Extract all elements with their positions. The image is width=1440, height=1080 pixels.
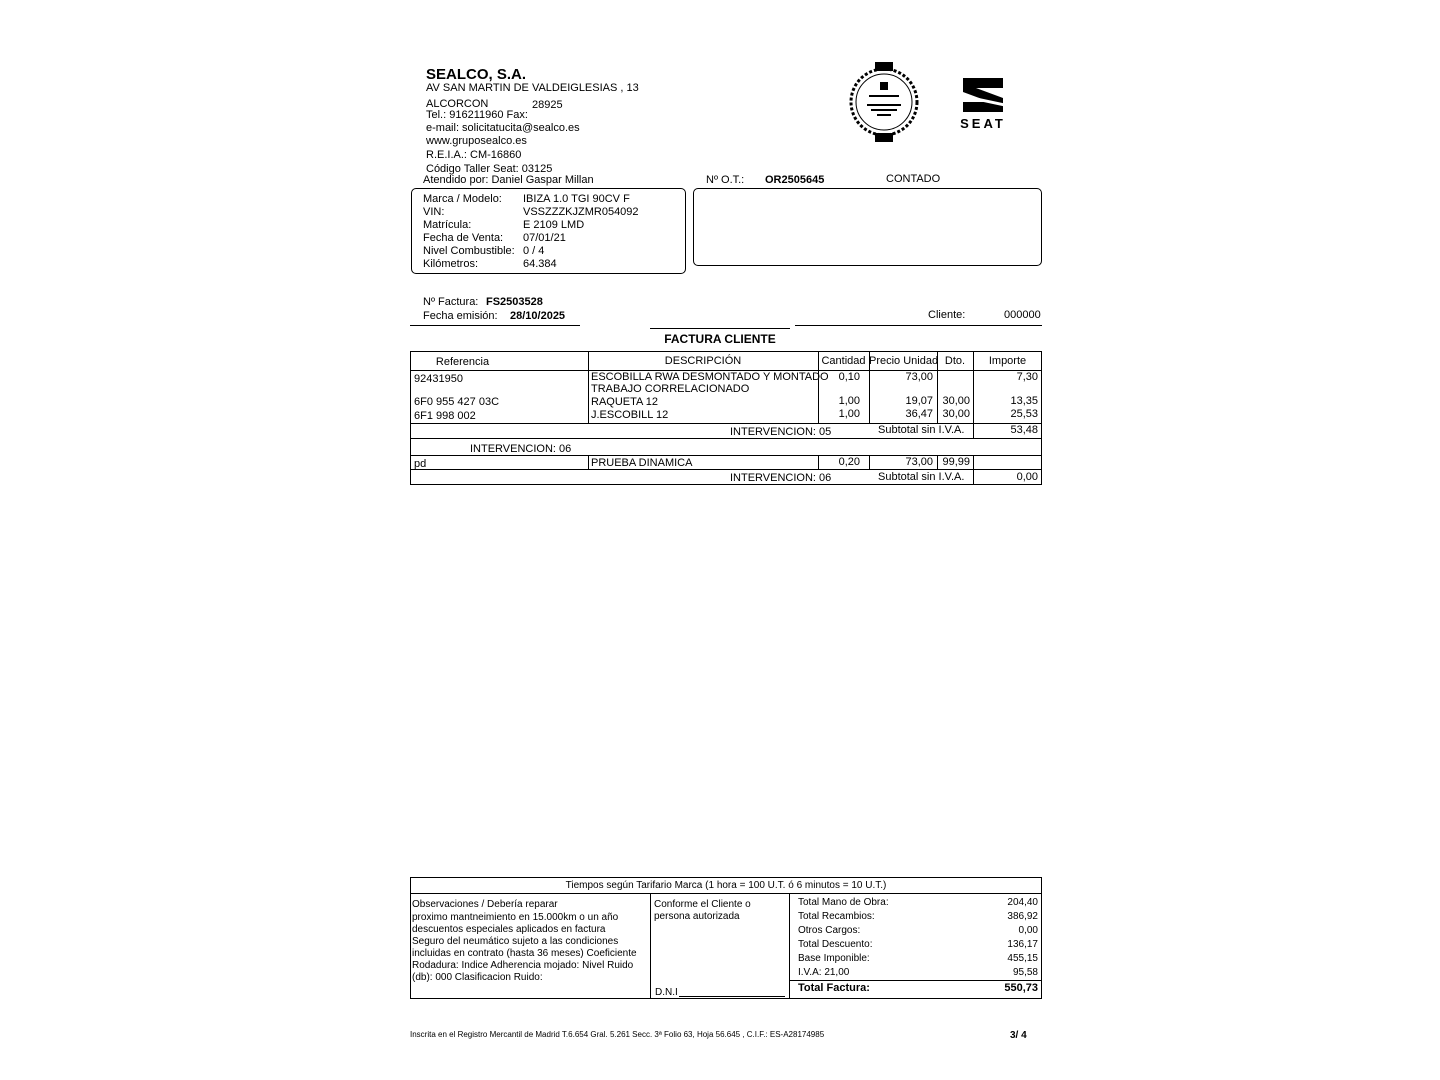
observation-line: (db): 000 Clasificacion Ruido: — [412, 972, 543, 983]
table-row-ref: 92431950 — [414, 373, 463, 385]
divider — [795, 325, 1042, 326]
invoice-title: FACTURA CLIENTE — [664, 332, 776, 346]
payment-type: CONTADO — [886, 173, 941, 185]
table-row-disc: 30,00 — [942, 395, 970, 407]
total-label: I.V.A: 21,00 — [798, 967, 850, 978]
divider — [790, 980, 1042, 981]
total-label: Total Mano de Obra: — [798, 897, 889, 908]
vehicle-value: IBIZA 1.0 TGI 90CV F — [523, 193, 630, 205]
table-row-ref: pd — [414, 458, 427, 470]
vehicle-label: Nivel Combustible: — [423, 245, 515, 257]
observation-line: Observaciones / Debería reparar — [412, 899, 558, 910]
table-row-amount: 25,53 — [1010, 408, 1038, 420]
vehicle-value: E 2109 LMD — [523, 219, 585, 231]
order-label: Nº O.T.: — [706, 174, 745, 186]
grand-total-label: Total Factura: — [798, 982, 870, 994]
table-row-qty: 0,10 — [838, 371, 860, 383]
page-number: 3/ 4 — [1010, 1030, 1027, 1041]
table-row-qty: 1,00 — [838, 408, 860, 420]
order-number: OR2505645 — [765, 174, 825, 186]
table-row-ref: 6F0 955 427 03C — [414, 396, 500, 408]
vehicle-label: VIN: — [423, 206, 445, 218]
divider — [410, 325, 580, 326]
invoice-date: 28/10/2025 — [510, 310, 566, 322]
observation-line: Seguro del neumático sujeto a las condiciones — [412, 936, 619, 947]
total-value: 0,00 — [1018, 925, 1038, 936]
col-header-qty: Cantidad — [821, 355, 866, 367]
table-row-price: 36,47 — [905, 408, 933, 420]
company-address: AV SAN MARTIN DE VALDEIGLESIAS , 13 — [426, 82, 639, 94]
company-reia: R.E.I.A.: CM-16860 — [426, 149, 522, 161]
client-address-box — [693, 188, 1042, 266]
col-header-desc: DESCRIPCIÓN — [664, 355, 742, 367]
table-row-price: 73,00 — [905, 456, 933, 468]
divider — [650, 328, 790, 329]
table-row-desc: ESCOBILLA RWA DESMONTADO Y MONTADO — [591, 371, 829, 383]
company-city: ALCORCON — [426, 98, 489, 110]
total-label: Otros Cargos: — [798, 925, 861, 936]
table-row-price: 73,00 — [905, 371, 933, 383]
conformity-text: Conforme el Cliente o — [654, 899, 751, 910]
divider — [410, 469, 1042, 470]
observation-line: descuentos especiales aplicados en factura — [412, 924, 606, 935]
table-row-desc: J.ESCOBILL 12 — [591, 409, 669, 421]
divider — [795, 265, 1035, 266]
table-row-price: 19,07 — [905, 395, 933, 407]
subtotal-amount: 53,48 — [1010, 424, 1038, 436]
vehicle-value: 07/01/21 — [523, 232, 566, 244]
total-label: Total Descuento: — [798, 939, 873, 950]
table-row-amount: 13,35 — [1010, 395, 1038, 407]
divider — [410, 893, 1042, 894]
table-row-desc: PRUEBA DINAMICA — [591, 457, 693, 469]
subtotal-label: Subtotal sin I.V.A. — [878, 471, 965, 483]
col-header-ref: Referencia — [435, 356, 490, 368]
dni-label: D.N.I — [655, 987, 678, 998]
table-row-disc: 30,00 — [942, 408, 970, 420]
divider — [410, 438, 1042, 439]
client-label: Cliente: — [928, 309, 966, 321]
total-value: 136,17 — [1007, 939, 1038, 950]
vehicle-label: Fecha de Venta: — [423, 232, 504, 244]
col-header-price: Precio Unidad — [869, 355, 939, 367]
divider — [650, 893, 651, 999]
total-value: 204,40 — [1007, 897, 1038, 908]
total-label: Base Imponible: — [798, 953, 870, 964]
brand-name: SEAT — [960, 116, 1006, 131]
company-phone: Tel.: 916211960 Fax: — [426, 109, 528, 121]
col-header-amount: Importe — [988, 355, 1027, 367]
company-postal-code: 28925 — [532, 99, 563, 111]
vehicle-label: Matrícula: — [423, 219, 472, 231]
table-row-desc: RAQUETA 12 — [591, 396, 659, 408]
attended-by: Atendido por: Daniel Gaspar Millan — [423, 174, 594, 186]
workshop-code: Código Taller Seat: 03125 — [426, 163, 553, 175]
grand-total-value: 550,73 — [1004, 982, 1038, 994]
company-web: www.gruposealco.es — [426, 135, 527, 147]
observation-line: proximo mantneimiento en 15.000km o un año — [412, 912, 619, 923]
company-email: e-mail: solicitatucita@sealco.es — [426, 122, 580, 134]
subtotal-amount: 0,00 — [1016, 471, 1038, 483]
col-header-disc: Dto. — [944, 355, 966, 367]
vehicle-label: Marca / Modelo: — [423, 193, 502, 205]
table-row-qty: 1,00 — [838, 395, 860, 407]
vehicle-value: 64.384 — [523, 258, 557, 270]
intervention-header: INTERVENCION: 06 — [470, 443, 572, 455]
table-row-qty: 0,20 — [838, 456, 860, 468]
table-row-disc: 99,99 — [942, 456, 970, 468]
total-value: 455,15 — [1007, 953, 1038, 964]
vehicle-value: 0 / 4 — [523, 245, 545, 257]
observation-line: Rodadura: Indice Adherencia mojado: Nivel Ruido — [412, 960, 634, 971]
subtotal-intervention: INTERVENCION: 06 — [730, 472, 832, 484]
total-value: 95,58 — [1012, 967, 1038, 978]
legal-registry: Inscrita en el Registro Mercantil de Madrid T.6.654 Gral. 5.261 Secc. 3ª Folio 63, Hoja 56.645 , C.I.F.: ES-A28174985 — [410, 1030, 825, 1039]
divider — [789, 893, 790, 999]
table-row-amount: 7,30 — [1016, 371, 1038, 383]
observation-line: incluidas en contrato (hasta 36 meses) Coeficiente — [412, 948, 637, 959]
total-label: Total Recambios: — [798, 911, 875, 922]
subtotal-label: Subtotal sin I.V.A. — [878, 424, 965, 436]
divider — [973, 455, 974, 469]
company-name: SEALCO, S.A. — [426, 66, 527, 83]
subtotal-intervention: INTERVENCION: 05 — [730, 426, 832, 438]
vehicle-label: Kilómetros: — [423, 258, 479, 270]
dealer-seal-icon — [847, 62, 921, 142]
invoice-date-label: Fecha emisión: — [423, 310, 498, 322]
invoice-number-label: Nº Factura: — [423, 296, 479, 308]
vehicle-value: VSSZZZKJZMR054092 — [523, 206, 639, 218]
divider — [588, 455, 589, 469]
client-number: 000000 — [1004, 309, 1041, 321]
table-row-desc: TRABAJO CORRELACIONADO — [591, 383, 750, 395]
table-row-ref: 6F1 998 002 — [414, 410, 476, 422]
dni-line — [679, 996, 785, 997]
tariff-title: Tiempos según Tarifario Marca (1 hora = 100 U.T. ó 6 minutos = 10 U.T.) — [565, 880, 887, 891]
invoice-number: FS2503528 — [486, 296, 543, 308]
conformity-text: persona autorizada — [654, 911, 740, 922]
total-value: 386,92 — [1007, 911, 1038, 922]
